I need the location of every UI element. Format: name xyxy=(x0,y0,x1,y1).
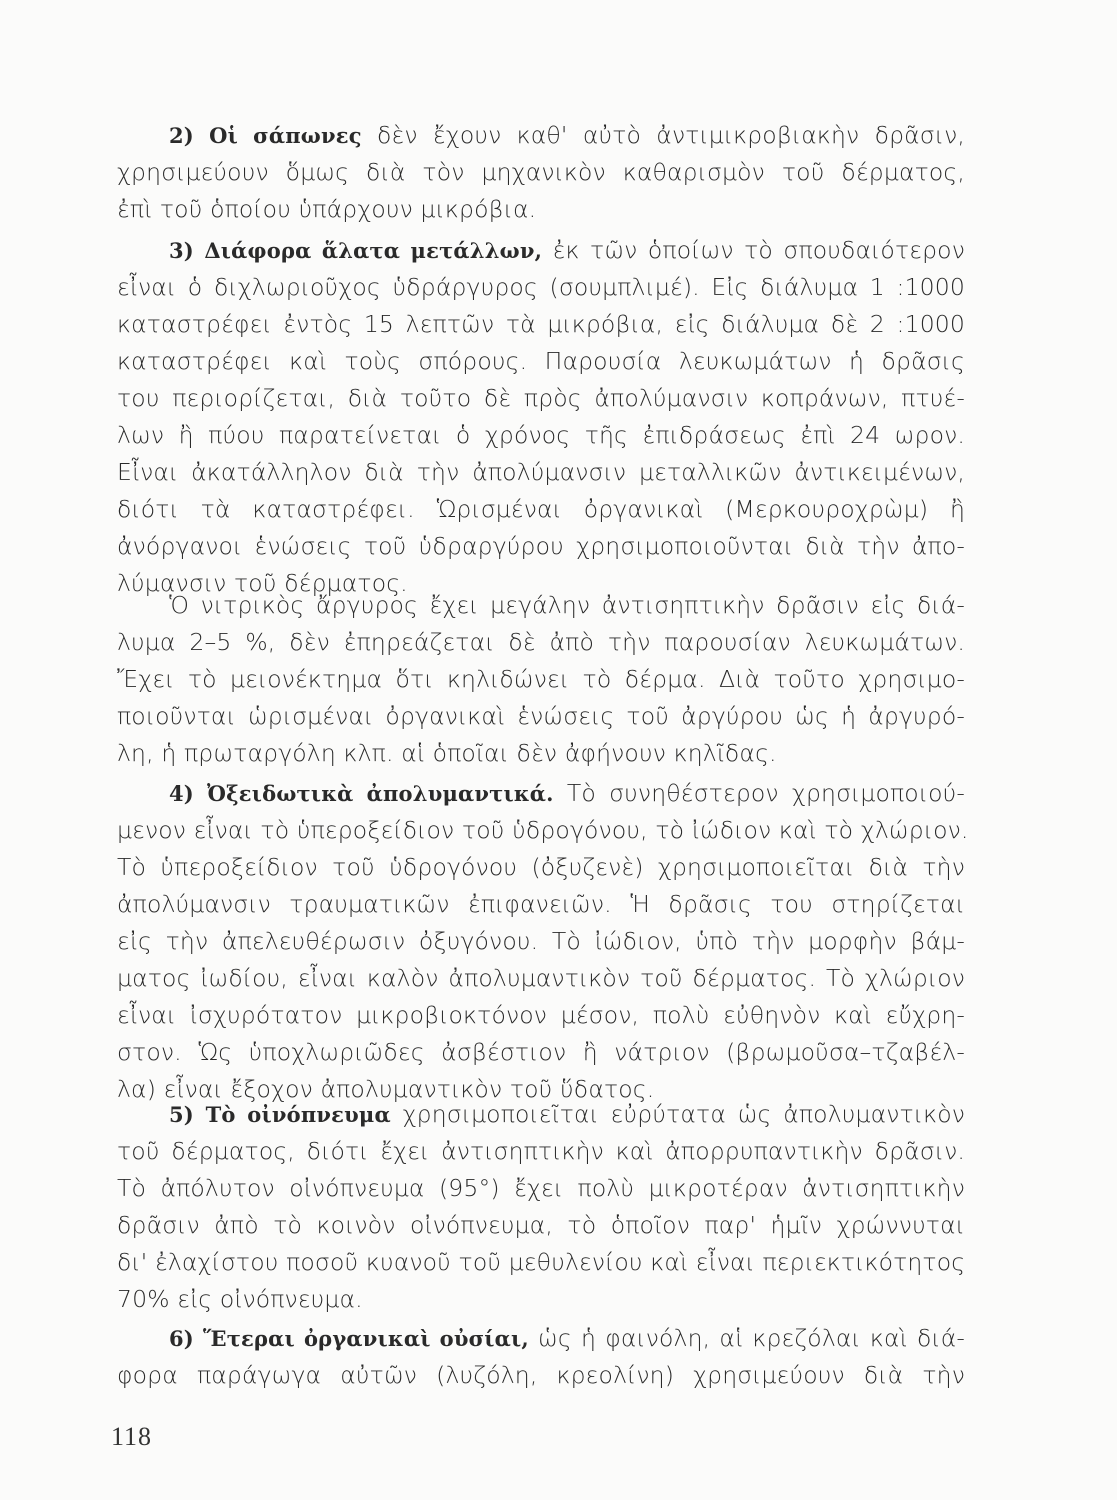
text-line: ἀνόργανοι ἑνώσεις τοῦ ὑδραργύρου χρησιμοποιοῦνται διὰ τὴν ἀπο- xyxy=(117,532,965,560)
section-heading-4: 4) Ὀξειδωτικὰ ἀπολυμαντικά. xyxy=(169,781,554,806)
paragraph-silver-nitrate xyxy=(117,587,965,772)
text-line: εἶναι ὁ διχλωριοῦχος ὑδράργυρος (σουμπλιμέ). Εἰς διάλυμα 1 :1000 xyxy=(117,273,965,301)
text-line: 3) Διάφορα ἅλατα μετάλλων, ἐκ τῶν ὁποίων τὸ σπουδαιότερον xyxy=(169,236,965,264)
text-line: λων ἢ πύου παρατείνεται ὁ χρόνος τῆς ἐπιδράσεως ἐπὶ 24 ωρον. xyxy=(117,421,965,449)
text-line: τοῦ δέρματος, διότι ἔχει ἀντισηπτικὴν καὶ ἀπορρυπαντικὴν δρᾶσιν. xyxy=(117,1137,965,1165)
text-line: Τὸ ἀπόλυτον οἰνόπνευμα (95°) ἔχει πολὺ μικροτέραν ἀντισηπτικὴν xyxy=(117,1174,965,1202)
text-line: λύμανσιν τοῦ δέρματος. xyxy=(117,569,408,597)
section-heading-5: 5) Τὸ οἰνόπνευμα xyxy=(169,1102,391,1127)
section-heading-3: 3) Διάφορα ἅλατα μετάλλων, xyxy=(169,238,543,263)
text-line: λη, ἡ πρωταργόλη κλπ. αἱ ὁποῖαι δὲν ἀφήνουν κηλῖδας. xyxy=(117,739,777,767)
section-heading-6: 6) Ἕτεραι ὀργανικαὶ οὐσίαι, xyxy=(169,1326,529,1351)
text-line: 5) Τὸ οἰνόπνευμα χρησιμοποιεῖται εὐρύτατα ὡς ἀπολυμαντικὸν xyxy=(169,1100,965,1128)
text-line: λα) εἶναι ἔξοχον ἀπολυμαντικὸν τοῦ ὕδατος. xyxy=(117,1075,655,1103)
text-line: 4) Ὀξειδωτικὰ ἀπολυμαντικά. Τὸ συνηθέστερον χρησιμοποιού- xyxy=(169,779,965,807)
text-line: εἶναι ἰσχυρότατον μικροβιοκτόνον μέσον, πολὺ εὐθηνὸν καὶ εὔχρη- xyxy=(117,1001,965,1029)
text-line: χρησιμεύουν ὅμως διὰ τὸν μηχανικὸν καθαρισμὸν τοῦ δέρματος, xyxy=(117,158,965,186)
text-line: δρᾶσιν ἀπὸ τὸ κοινὸν οἰνόπνευμα, τὸ ὁποῖον παρ' ἡμῖν χρώννυται xyxy=(117,1211,965,1239)
text-line: ἀπολύμανσιν τραυματικῶν ἐπιφανειῶν. Ἡ δρᾶσις του στηρίζεται xyxy=(117,890,965,918)
text-line: δι' ἐλαχίστου ποσοῦ κυανοῦ τοῦ μεθυλενίου καὶ εἶναι περιεκτικότητος xyxy=(117,1248,966,1276)
text-line: Ὁ νιτρικὸς ἄργυρος ἔχει μεγάλην ἀντισηπτικὴν δρᾶσιν εἰς διά- xyxy=(169,591,965,619)
paragraph-oxidizers xyxy=(117,775,969,1108)
text-line: στον. Ὡς ὑποχλωριῶδες ἀσβέστιον ἢ νάτριον (βρωμοῦσα–τζαβέλ- xyxy=(117,1038,965,1066)
text-line: 2) Οἱ σάπωνες δὲν ἔχουν καθ' αὐτὸ ἀντιμικροβιακὴν δρᾶσιν, xyxy=(169,121,965,149)
text-line: διότι τὰ καταστρέφει. Ὡρισμέναι ὀργανικαὶ (Μερκουροχρὼμ) ἢ xyxy=(117,495,965,523)
paragraph-alcohol xyxy=(117,1096,965,1318)
text-line: εἰς τὴν ἀπελευθέρωσιν ὀξυγόνου. Τὸ ἰώδιον, ὑπὸ τὴν μορφὴν βάμ- xyxy=(117,927,965,955)
text-line: Εἶναι ἀκατάλληλον διὰ τὴν ἀπολύμανσιν μεταλλικῶν ἀντικειμένων, xyxy=(117,458,965,486)
text-line: φορα παράγωγα αὐτῶν (λυζόλη, κρεολίνη) χρησιμεύουν διὰ τὴν xyxy=(117,1361,965,1389)
paragraph-metal-salts xyxy=(117,232,965,602)
text-line: 6) Ἕτεραι ὀργανικαὶ οὐσίαι, ὡς ἡ φαινόλη, αἱ κρεζόλαι καὶ διά- xyxy=(169,1324,965,1352)
text-line: καταστρέφει καὶ τοὺς σπόρους. Παρουσία λευκωμάτων ἡ δρᾶσις xyxy=(117,347,965,375)
text-line: Ἔχει τὸ μειονέκτημα ὅτι κηλιδώνει τὸ δέρμα. Διὰ τοῦτο χρησιμο- xyxy=(117,665,965,693)
paragraph-soaps xyxy=(117,117,965,228)
text-line: μενον εἶναι τὸ ὑπεροξείδιον τοῦ ὑδρογόνου, τὸ ἰώδιον καὶ τὸ χλώριον. xyxy=(117,816,969,844)
text-line: ματος ἰωδίου, εἶναι καλὸν ἀπολυμαντικὸν τοῦ δέρματος. Τὸ χλώριον xyxy=(117,964,965,992)
paragraph-organic-substances xyxy=(117,1320,965,1394)
text-line: λυμα 2–5 %, δὲν ἐπηρεάζεται δὲ ἀπὸ τὴν παρουσίαν λευκωμάτων. xyxy=(117,628,965,656)
page-number: 118 xyxy=(111,1422,153,1451)
text-line: του περιορίζεται, διὰ τοῦτο δὲ πρὸς ἀπολύμανσιν κοπράνων, πτυέ- xyxy=(117,384,965,412)
text-line: καταστρέφει ἐντὸς 15 λεπτῶν τὰ μικρόβια, εἰς διάλυμα δὲ 2 :1000 xyxy=(117,310,965,338)
text-line: 70% εἰς οἰνόπνευμα. xyxy=(117,1285,363,1313)
text-line: Τὸ ὑπεροξείδιον τοῦ ὑδρογόνου (ὀξυζενὲ) χρησιμοποιεῖται διὰ τὴν xyxy=(117,853,965,881)
text-line: ἐπὶ τοῦ ὁποίου ὑπάρχουν μικρόβια. xyxy=(117,195,537,223)
section-heading-2: 2) Οἱ σάπωνες xyxy=(169,123,362,148)
text-line: ποιοῦνται ὡρισμέναι ὀργανικαὶ ἑνώσεις τοῦ ἀργύρου ὡς ἡ ἀργυρό- xyxy=(117,702,965,730)
